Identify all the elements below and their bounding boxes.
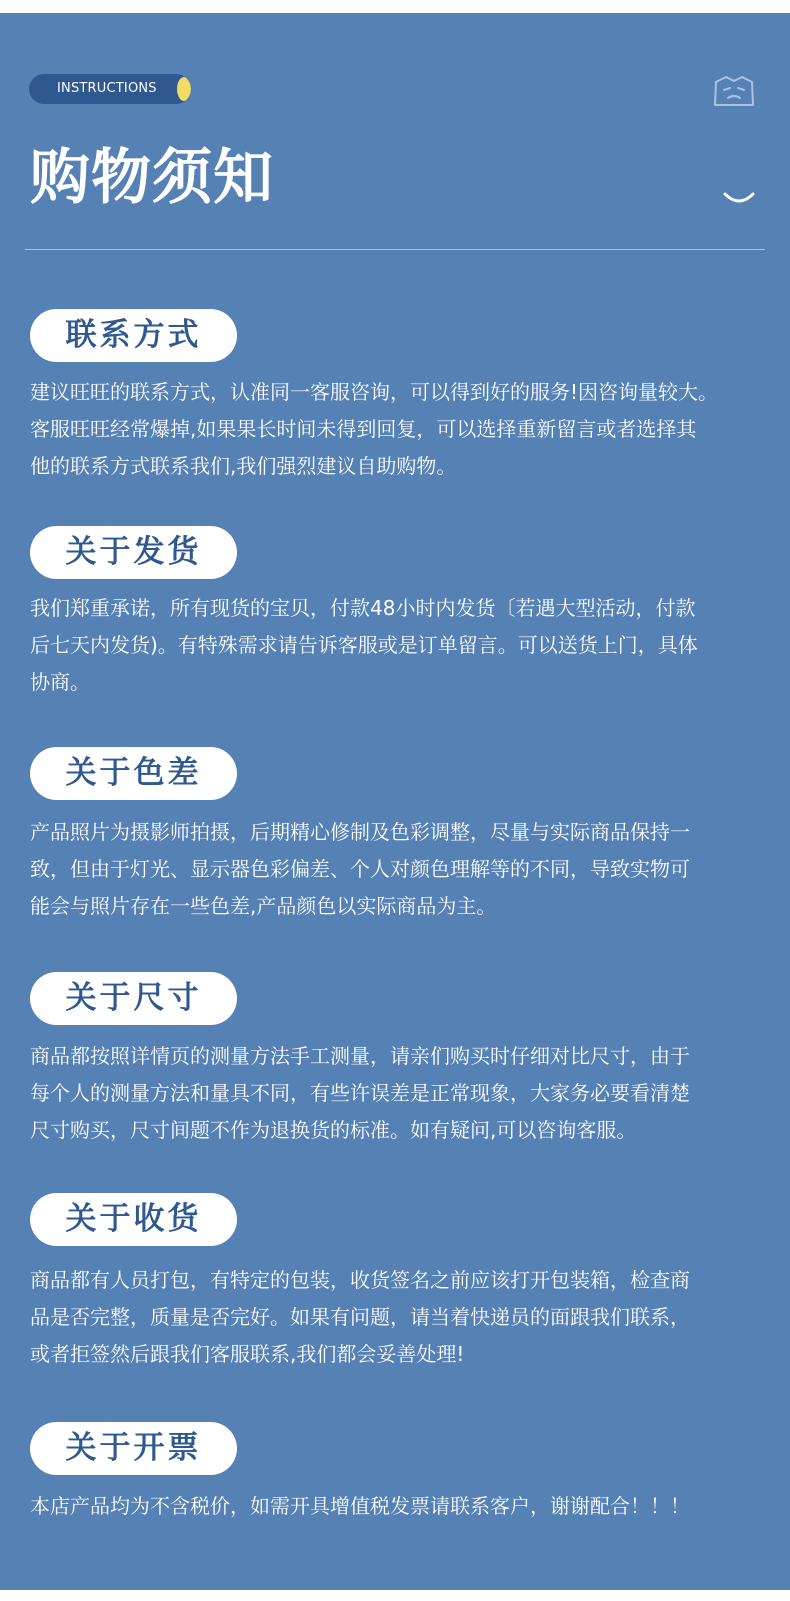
section-body-contact: 建议旺旺的联系方式，认准同一客服咨询，可以得到好的服务!因咨询量较大。 客服旺旺经常爆掉,如果果长时间未得到回复，可以选择重新留言或者选择其 他的联系方式联系我们,我们强烈建议自助购物。	[30, 380, 719, 478]
instructions-badge	[29, 74, 191, 104]
smile-icon	[722, 188, 756, 208]
section-heading-invoice: 关于开票	[30, 1422, 237, 1475]
badge-label: INSTRUCTIONS	[57, 81, 157, 96]
section-body-color: 产品照片为摄影师拍摄，后期精心修制及色彩调整，尽量与实际商品保持一 致，但由于灯光、显示器色彩偏差、个人对颜色理解等的不同，导致实物可 能会与照片存在一些色差,产品颜色以实际商品为主。	[30, 820, 690, 918]
section-body-shipping: 我们郑重承诺，所有现货的宝贝，付款48小时内发货〔若遇大型活动，付款 后七天内发货)。有特殊需求请告诉客服或是订单留言。可以送货上门，具体 协商。	[30, 596, 698, 694]
page-title: 购物须知	[30, 143, 274, 213]
section-heading-size: 关于尺寸	[30, 972, 237, 1025]
section-heading-contact: 联系方式	[30, 309, 237, 362]
section-heading-color: 关于色差	[30, 747, 237, 800]
header-divider	[25, 249, 765, 250]
badge-dot	[177, 77, 191, 101]
section-heading-shipping: 关于发货	[30, 526, 237, 579]
section-body-size: 商品都按照详情页的测量方法手工测量，请亲们购买时仔细对比尺寸，由于 每个人的测量方法和量具不同，有些许误差是正常现象，大家务必要看清楚 尺寸购买，尺寸间题不作为退换货的标准。如有疑问,可以咨询客服。	[30, 1044, 690, 1142]
section-body-receiving: 商品都有人员打包，有特定的包装，收货签名之前应该打开包装箱，检查商 品是否完整，质量是否完好。如果有问题，请当着快递员的面跟我们联系， 或者拒签然后跟我们客服联系,我们都会妥善处理!	[30, 1268, 690, 1366]
section-body-invoice: 本店产品均为不含税价，如需开具增值税发票请联系客户，谢谢配合！！！	[30, 1494, 690, 1518]
face-icon	[710, 72, 758, 112]
section-heading-receiving: 关于收货	[30, 1193, 237, 1246]
